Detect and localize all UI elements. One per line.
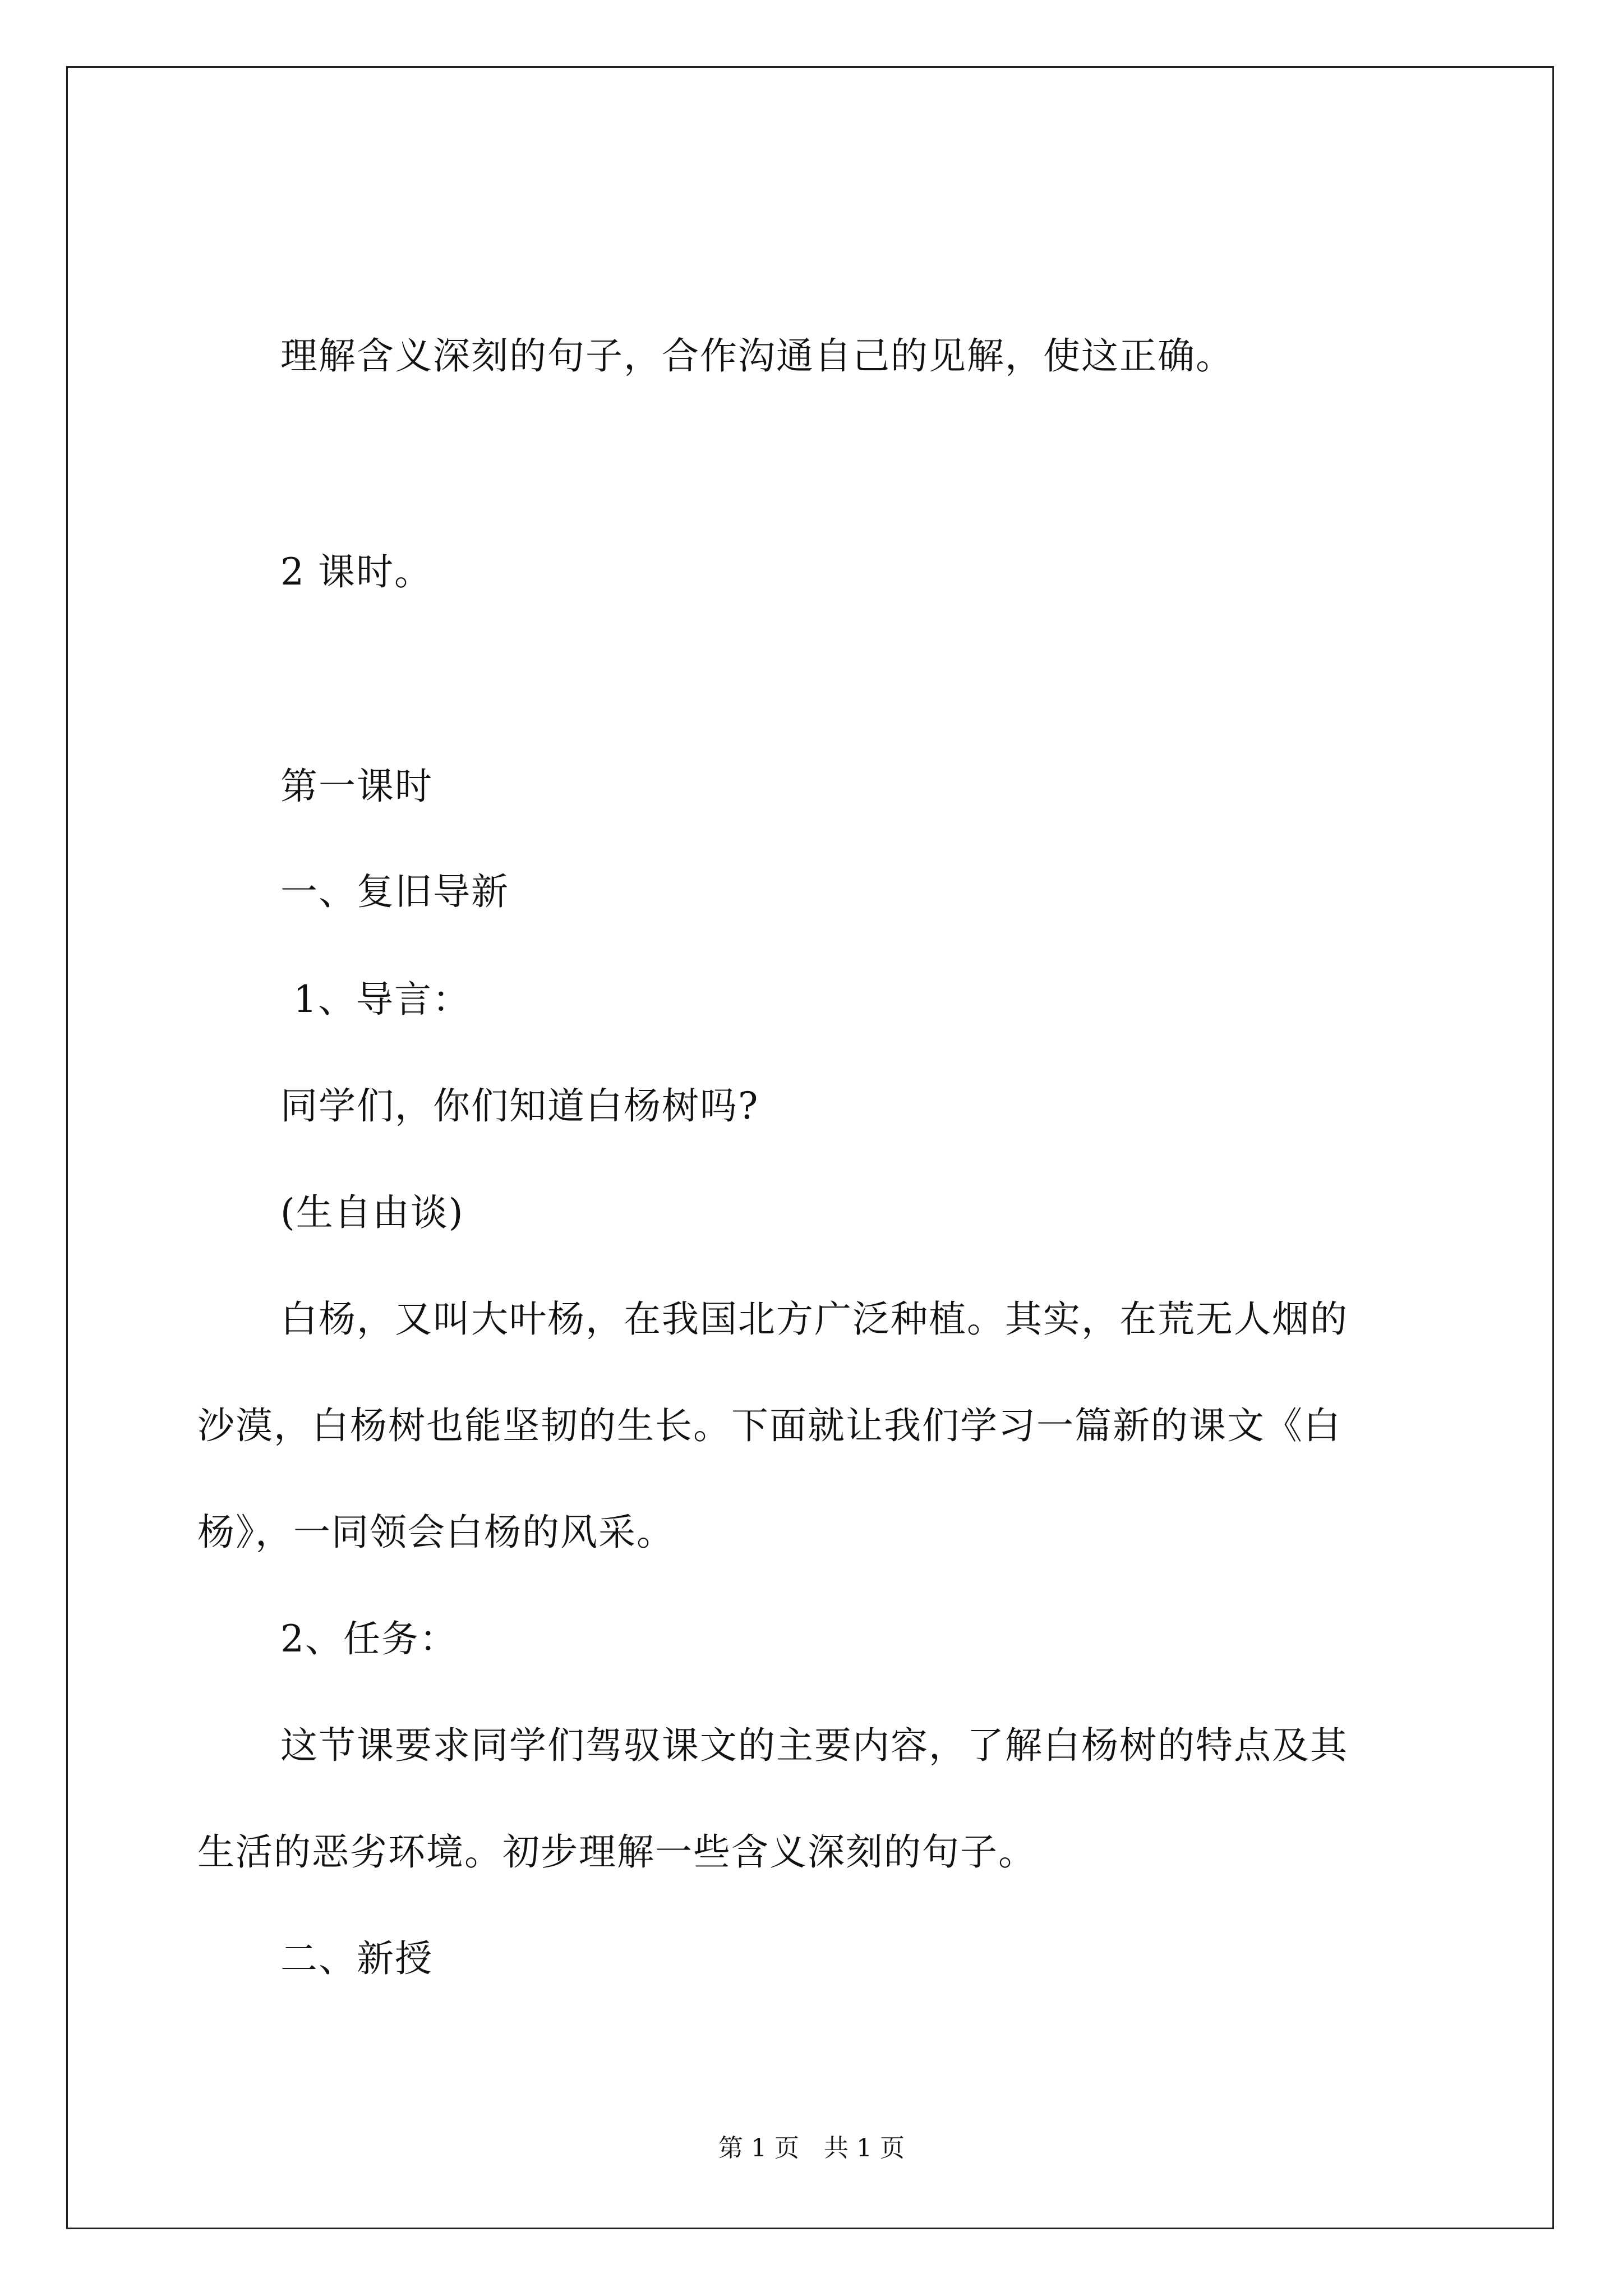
section-heading: 第一课时 <box>280 765 433 808</box>
page-number-footer: 第 1 页 共 1 页 <box>718 2134 905 2162</box>
subsection-heading: 2、任务： <box>280 1617 458 1660</box>
page-border <box>66 66 1554 2229</box>
paragraph-line: 生活的恶劣环境。初步理解一些含义深刻的句子。 <box>197 1830 1036 1874</box>
paragraph-line: 这节课要求同学们驾驭课文的主要内容，了解白杨树的特点及其 <box>280 1724 1348 1767</box>
paragraph-line: (生自由谈) <box>280 1191 464 1234</box>
paragraph-line: 沙漠，白杨树也能坚韧的生长。下面就让我们学习一篇新的课文《白 <box>197 1404 1341 1447</box>
paragraph-line: 同学们，你们知道白杨树吗? <box>280 1084 759 1128</box>
paragraph-line: 理解含义深刻的句子，合作沟通自己的见解，使这正确。 <box>280 334 1234 378</box>
paragraph-line: 白杨，又叫大叶杨，在我国北方广泛种植。其实，在荒无人烟的 <box>280 1297 1348 1341</box>
paragraph-line: 杨》，一同领会白杨的风采。 <box>197 1511 675 1554</box>
paragraph-line: 2 课时。 <box>280 550 432 593</box>
section-heading: 二、新授 <box>280 1937 433 1980</box>
section-heading: 一、复旧导新 <box>280 870 509 913</box>
subsection-heading: 1、导言： <box>280 978 471 1021</box>
